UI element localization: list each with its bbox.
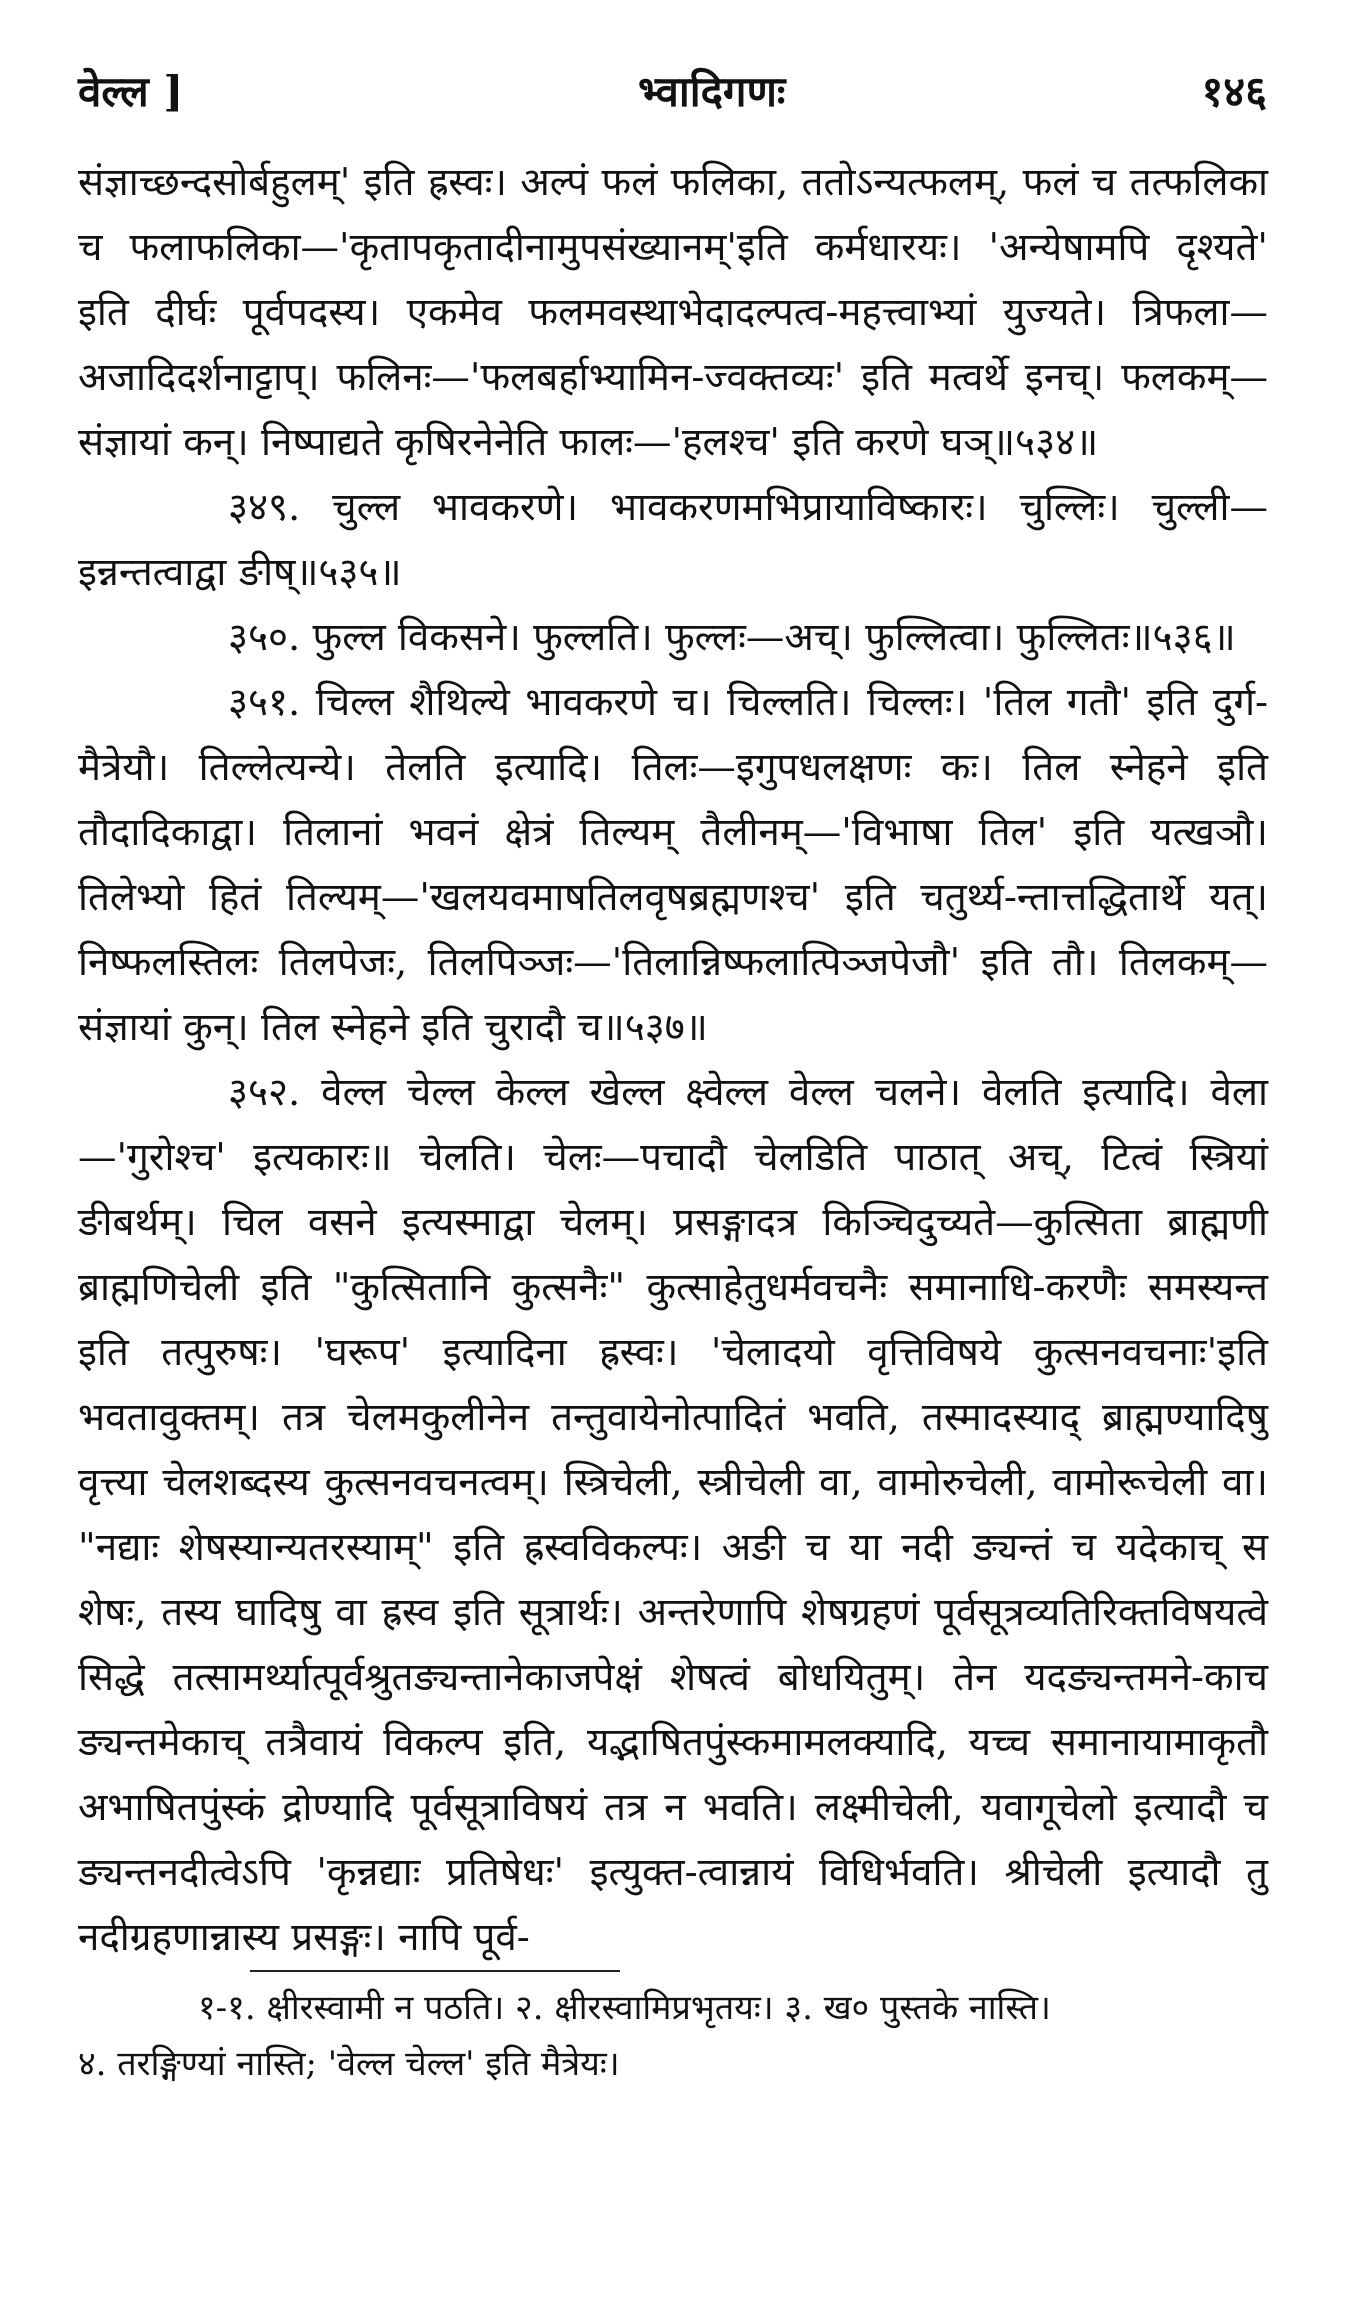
header-left: वेल्ल ]: [78, 67, 184, 116]
main-text: [78, 150, 1268, 1970]
footnote-line-2: ४. तरङ्गिण्यां नास्ति; 'वेल्ल चेल्ल' इति मैत्रेयः।: [78, 2044, 620, 2084]
paragraph-350: ३५०. फुल्ल विकसने। फुल्लति। फुल्लः—अच्। फुल्लित्वा। फुल्लितः॥५३६॥: [228, 615, 1236, 660]
paragraph-349: ३४९. चुल्ल भावकरणे। भावकरणमभिप्रायाविष्कारः। चुल्लिः। चुल्ली—इन्नन्तत्वाद्वा ङीष्॥५३५॥: [78, 485, 1268, 595]
running-header: [78, 62, 1267, 122]
paragraph-352: ३५२. वेल्ल चेल्ल केल्ल खेल्ल क्ष्वेल्ल वेल्ल चलने। वेलति इत्यादि। वेला—'गुरोश्च' इत्यकारः॥ चेलति। चेलः—पचादौ चेलडिति पाठात् अच्, टित्वं स्त्रियां ङीबर्थम्। चिल वसने इत्यस्माद्वा चेलम्। प्रसङ्गादत्र किञ्चिदुच्यते—कुत्सिता ब्राह्मणी ब्राह्मणिचेली इति "कुत्सितानि कुत्सनैः" कुत्साहेतुधर्मवचनैः समानाधि-करणैः समस्यन्त इति तत्पुरुषः। 'घरूप' इत्यादिना ह्रस्वः। 'चेलादयो वृत्तिविषये कुत्सनवचनाः'इति भवतावुक्तम्। तत्र चेलमकुलीनेन तन्तुवायेनोत्पादितं भवति, तस्मादस्याद् ब्राह्मण्यादिषु वृत्त्या चेलशब्दस्य कुत्सनवचनत्वम्। स्त्रिचेली, स्त्रीचेली वा, वामोरुचेली, वामोरूचेली वा। "नद्याः शेषस्यान्यतरस्याम्" इति ह्रस्वविकल्पः। अङी च या नदी ङ्यन्तं च यदेकाच् स शेषः, तस्य घादिषु वा ह्रस्व इति सूत्रार्थः। अन्तरेणापि शेषग्रहणं पूर्वसूत्रव्यतिरिक्तविषयत्वे सिद्धे तत्सामर्थ्यात्पूर्वश्रुतङ्यन्तानेकाजपेक्षं शेषत्वं बोधयितुम्। तेन यदङ्यन्तमने-काच ङ्यन्तमेकाच् तत्रैवायं विकल्प इति, यद्भाषितपुंस्कमामलक्यादि, यच्च समानायामाकृतौ अभाषितपुंस्कं द्रोण्यादि पूर्वसूत्राविषयं तत्र न भवति। लक्ष्मीचेली, यवागूचेलो इत्यादौ च ङ्यन्तनदीत्वेऽपि 'कृन्नद्याः प्रतिषेधः' इत्युक्त-त्वान्नायं विधिर्भवति। श्रीचेली इत्यादौ तु नदीग्रहणान्नास्य प्रसङ्गः। नापि पूर्व-: [78, 1070, 1268, 1960]
page-number: १४६: [1201, 67, 1267, 116]
footnote-line-1: १-१. क्षीरस्वामी न पठति। २. क्षीरस्वामिप्रभृतयः। ३. ख० पुस्तके नास्ति।: [198, 1988, 1051, 2028]
paragraph-351: ३५१. चिल्ल शैथिल्ये भावकरणे च। चिल्लति। चिल्लः। 'तिल गतौ' इति दुर्ग-मैत्रेयौ। तिल्लेत्यन्ये। तेलति इत्यादि। तिलः—इगुपधलक्षणः कः। तिल स्नेहने इति तौदादिकाद्वा। तिलानां भवनं क्षेत्रं तिल्यम् तैलीनम्—'विभाषा तिल' इति यत्खञौ। तिलेभ्यो हितं तिल्यम्—'खलयवमाषतिलवृषब्रह्मणश्च' इति चतुर्थ्य-न्तात्तद्धितार्थे यत्। निष्फलस्तिलः तिलपेजः, तिलपिञ्जः—'तिलान्निष्फलात्पिञ्जपेजौ' इति तौ। तिलकम्—संज्ञायां कुन्। तिल स्नेहने इति चुरादौ च॥५३७॥: [78, 680, 1268, 1050]
paragraph-1: संज्ञाच्छन्दसोर्बहुलम्' इति ह्रस्वः। अल्पं फलं फलिका, ततोऽन्यत्फलम्, फलं च तत्फलिका च फलाफलिका—'कृतापकृतादीनामुपसंख्यानम्'इति कर्मधारयः। 'अन्येषामपि दृश्यते' इति दीर्घः पूर्वपदस्य। एकमेव फलमवस्थाभेदादल्पत्व-महत्त्वाभ्यां युज्यते। त्रिफला—अजादिदर्शनाट्टाप्। फलिनः—'फलबर्हाभ्यामिन-ज्वक्तव्यः' इति मत्वर्थे इनच्। फलकम्—संज्ञायां कन्। निष्पाद्यते कृषिरनेनेति फालः—'हलश्च' इति करणे घञ्॥५३४॥: [78, 160, 1268, 465]
footnote-divider: [250, 1970, 620, 1972]
footnotes: [78, 1980, 1268, 2092]
header-title: भ्वादिगणः: [638, 67, 786, 116]
